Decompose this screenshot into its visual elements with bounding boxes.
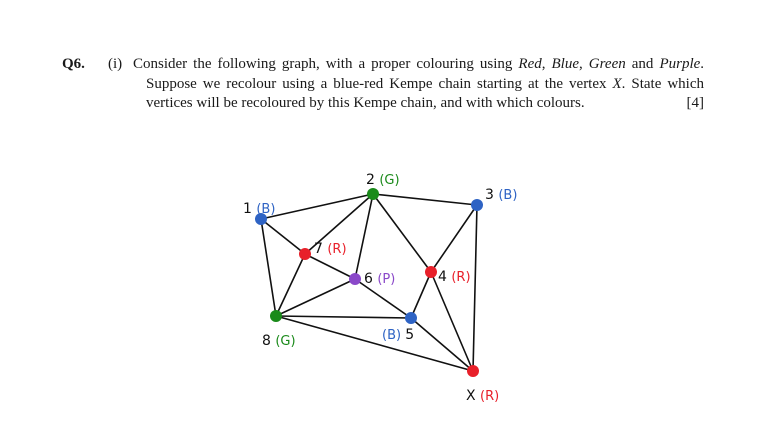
question-part: (i)	[108, 56, 123, 72]
vertex-label-x: X (R)	[466, 388, 500, 404]
vertex-7	[299, 248, 311, 260]
vertex-5	[405, 312, 417, 324]
edge-v8-vX	[276, 316, 473, 371]
vertex-label-8: 8 (G)	[262, 333, 296, 349]
vertex-label-1: 1 (B)	[243, 201, 276, 217]
vertex-label-2: 2 (G)	[366, 172, 400, 188]
vertex-3	[471, 199, 483, 211]
edge-v2-v3	[373, 194, 477, 205]
vertex-label-3: 3 (B)	[485, 187, 518, 203]
vertex-4	[425, 266, 437, 278]
edge-v1-v2	[261, 194, 373, 219]
edge-v6-v8	[276, 279, 355, 316]
word-red: Red	[518, 56, 542, 72]
edge-v3-v4	[431, 205, 477, 272]
edge-v4-vX	[431, 272, 473, 371]
edge-v3-vX	[473, 205, 477, 371]
vertex-x	[467, 365, 479, 377]
vertex-6	[349, 273, 361, 285]
word-purple: Purple	[659, 56, 701, 72]
question-text-1: Consider the following graph, with a proper colouring using	[133, 56, 519, 72]
vertex-label-5: (B) 5	[382, 327, 415, 343]
marks-label: [4]	[686, 95, 704, 111]
edge-v7-v6	[305, 254, 355, 279]
question-text-2: . Suppose we recolour using a blue-red Kempe chain starting at the vertex	[146, 56, 705, 92]
edge-v1-v8	[261, 219, 276, 316]
vertex-label-4: 4 (R)	[438, 269, 471, 285]
vertex-x-ref: X	[612, 75, 622, 92]
edge-v8-v5	[276, 316, 411, 318]
edge-v1-v7	[261, 219, 305, 254]
question-text-3: . State which vertices will be recoloured by this Kempe chain, and with which colours.	[146, 75, 704, 111]
word-green: Green	[588, 56, 626, 72]
edge-v2-v4	[373, 194, 431, 272]
vertex-label-7: 7 (R)	[314, 241, 347, 257]
vertex-2	[367, 188, 379, 200]
question-text: Consider the following graph, with a proper colouring using Red, Blue, Green and Purple. Suppose we recolour using a blue-red Kempe chain starting at the vertex X. State which vertices will be recoloured by this Kempe chain, and with which colours. [4]	[133, 55, 704, 114]
vertex-label-6: 6 (P)	[364, 271, 396, 287]
vertex-8	[270, 310, 282, 322]
edge-v7-v8	[276, 254, 305, 316]
question-number: Q6.	[62, 56, 85, 72]
word-blue: Blue	[551, 56, 580, 72]
edge-v4-v5	[411, 272, 431, 318]
